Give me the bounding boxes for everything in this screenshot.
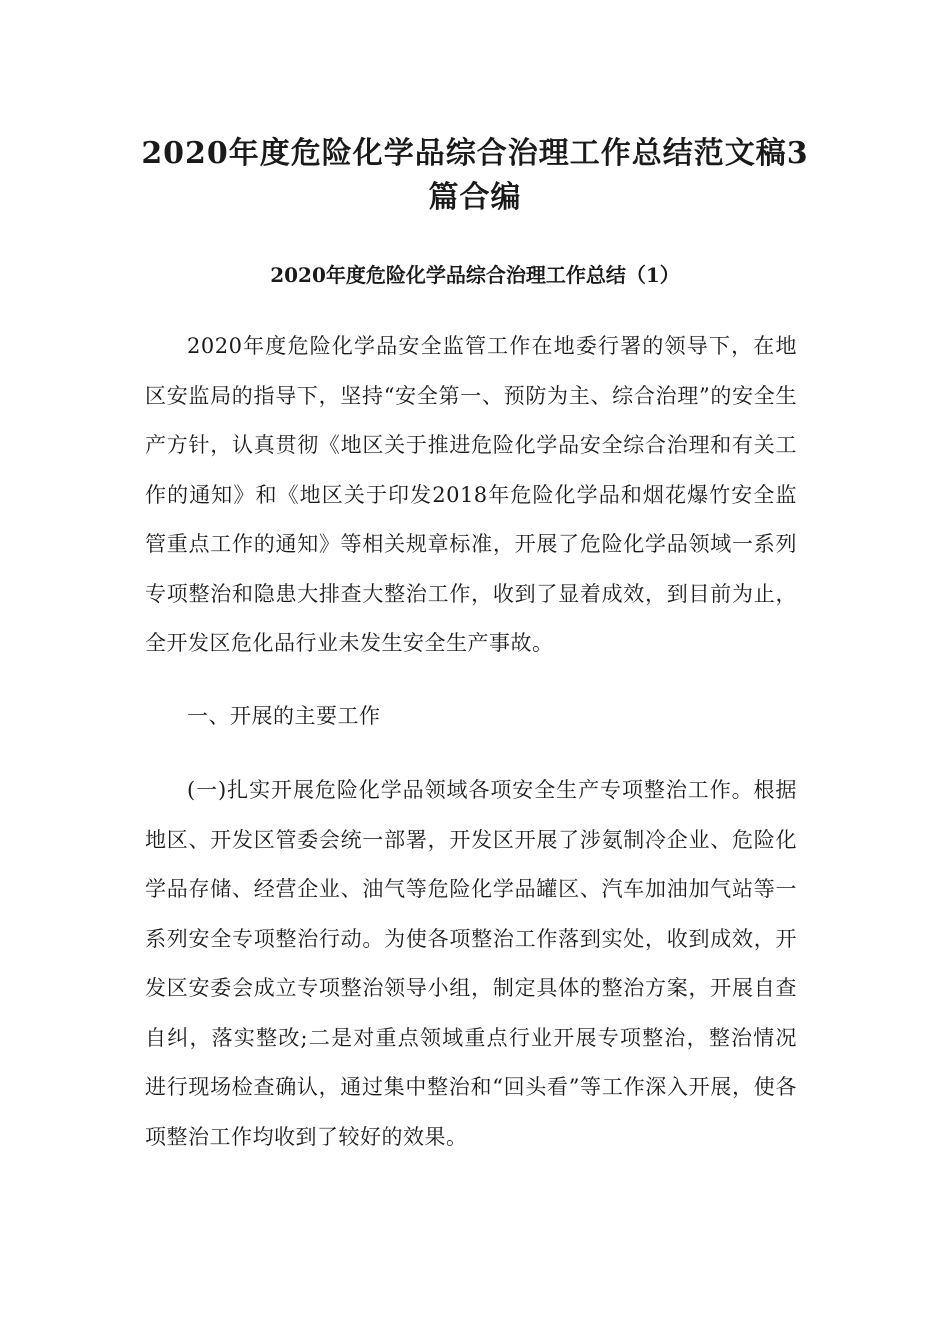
document-title: 2020年度危险化学品综合治理工作总结范文稿3篇合编 <box>141 136 809 215</box>
body-paragraph: (一)扎实开展危险化学品领域各项安全生产专项整治工作。根据地区、开发区管委会统一部署，开发区开展了涉氨制冷企业、危险化学品存储、经营企业、油气等危险化学品罐区、汽车加油加气站等一系列安全专项整治行动。为使各项整治工作落到实处，收到成效，开发区安委会成立专项整治领导小组，制定具体的整治方案，开展自查自纠，落实整改;二是对重点领域重点行业开展专项整治，整治情况进行现场检查确认，通过集中整治和“回头看”等工作深入开展，使各项整治工作均收到了较好的效果。 <box>145 778 797 1149</box>
section-heading: 一、开展的主要工作 <box>187 704 381 728</box>
section-subtitle: 2020年度危险化学品综合治理工作总结（1） <box>270 263 680 287</box>
intro-paragraph: 2020年度危险化学品安全监管工作在地委行署的领导下，在地区安监局的指导下，坚持“安全第一、预防为主、综合治理”的安全生产方针，认真贯彻《地区关于推进危险化学品安全综合治理和有关工作的通知》和《地区关于印发2018年危险化学品和烟花爆竹安全监管重点工作的通知》等相关规章标准，开展了危险化学品领域一系列专项整治和隐患大排查大整治工作，收到了显着成效，到目前为止，全开发区危化品行业未发生安全生产事故。 <box>145 334 797 655</box>
